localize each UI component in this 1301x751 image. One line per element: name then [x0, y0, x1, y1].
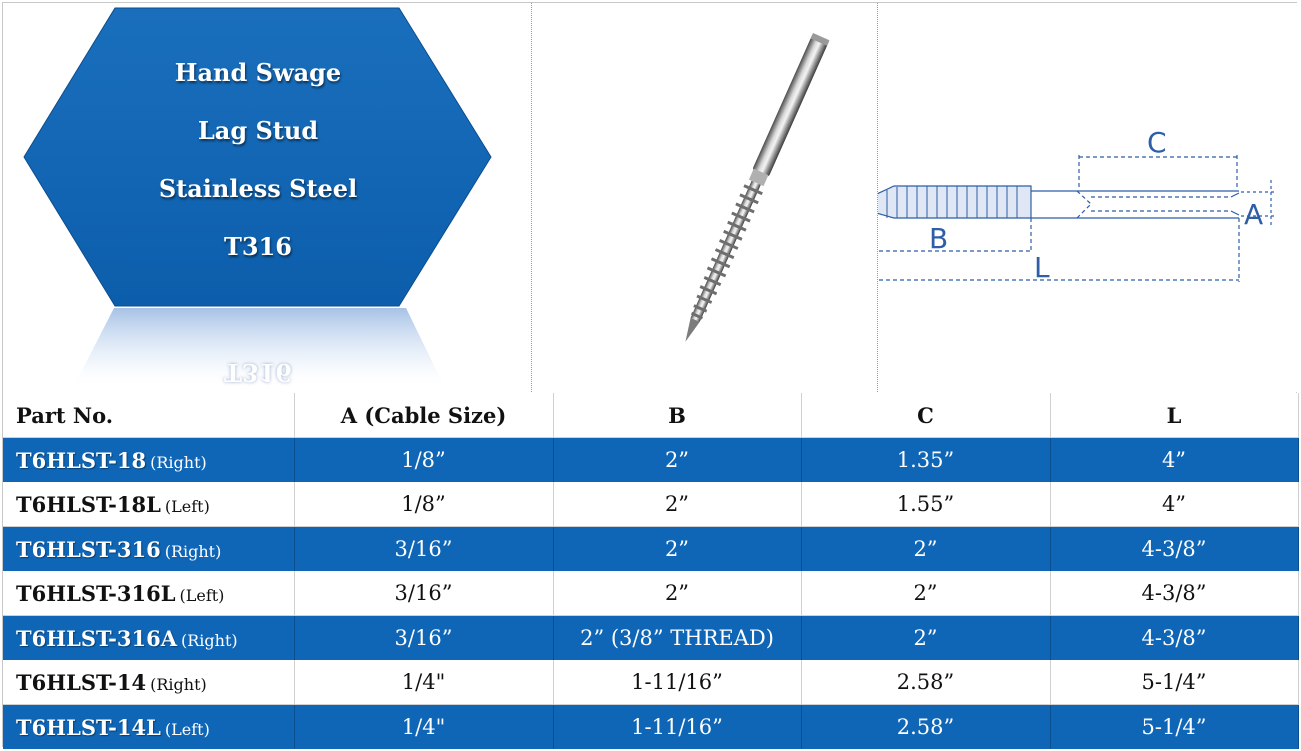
b-cell: 1-11/16” — [553, 660, 801, 705]
b-cell: 1-11/16” — [553, 705, 801, 750]
l-cell: 4-3/8” — [1050, 571, 1298, 616]
hand-direction: (Left) — [164, 496, 210, 516]
cable-size-cell: 1/8” — [294, 482, 553, 527]
l-cell: 4-3/8” — [1050, 527, 1298, 572]
cable-size-cell: 1/4" — [294, 705, 553, 750]
part-number-cell — [3, 482, 294, 527]
title-text — [24, 44, 492, 276]
l-cell: 4” — [1050, 482, 1298, 527]
dimension-label-a: A — [1244, 198, 1264, 231]
part-number: T6HLST-14 — [16, 669, 147, 695]
dimension-label-l: L — [1034, 251, 1050, 284]
title-line: T316 — [224, 232, 292, 261]
dimension-label-b: B — [929, 222, 949, 255]
c-cell: 2.58” — [801, 705, 1050, 750]
l-cell: 5-1/4” — [1050, 660, 1298, 705]
c-cell: 2” — [801, 616, 1050, 661]
hand-direction: (Right) — [164, 541, 222, 561]
cable-size-cell: 3/16” — [294, 571, 553, 616]
part-number-cell — [3, 571, 294, 616]
c-cell: 2” — [801, 571, 1050, 616]
hand-direction: (Right) — [150, 452, 207, 472]
lag-stud-image — [532, 3, 876, 392]
part-number: T6HLST-18 — [16, 447, 147, 473]
l-cell: 5-1/4” — [1050, 705, 1298, 750]
hand-direction: (Right) — [150, 674, 207, 694]
table-row — [3, 616, 1298, 661]
hand-direction: (Right) — [181, 630, 238, 650]
title-line: Lag Stud — [197, 116, 319, 145]
c-cell: 2.58” — [801, 660, 1050, 705]
column-header-b: B — [553, 393, 801, 438]
l-cell: 4-3/8” — [1050, 616, 1298, 661]
title-line: Hand Swage — [174, 58, 342, 87]
table-row — [3, 660, 1298, 705]
part-number-cell — [3, 527, 294, 572]
product-photo — [532, 3, 876, 392]
table-header-row — [3, 393, 1298, 438]
cable-size-cell: 1/4" — [294, 660, 553, 705]
c-cell: 1.35” — [801, 438, 1050, 483]
b-cell: 2” (3/8” THREAD) — [553, 616, 801, 661]
dimension-drawing — [878, 3, 1297, 392]
table-row — [3, 482, 1298, 527]
cable-size-cell: 1/8” — [294, 438, 553, 483]
column-header-a: A (Cable Size) — [294, 393, 553, 438]
lag-stud-diagram — [878, 3, 1297, 392]
part-number-cell — [3, 660, 294, 705]
part-number-cell — [3, 705, 294, 750]
column-header-part-no: Part No. — [3, 393, 294, 438]
hand-direction: (Left) — [179, 585, 225, 605]
cable-size-cell: 3/16” — [294, 527, 553, 572]
hand-direction: (Left) — [164, 719, 210, 739]
title-line: Stainless Steel — [158, 174, 358, 203]
part-number: T6HLST-14L — [16, 714, 161, 740]
c-cell: 2” — [801, 527, 1050, 572]
cable-size-cell: 3/16” — [294, 616, 553, 661]
part-number-cell — [3, 438, 294, 483]
dimension-label-c: C — [1147, 126, 1167, 159]
table-row — [3, 571, 1298, 616]
b-cell: 2” — [553, 571, 801, 616]
part-number: T6HLST-316L — [16, 580, 176, 606]
part-number: T6HLST-18L — [16, 491, 161, 517]
table-row — [3, 527, 1298, 572]
table-row — [3, 438, 1298, 483]
column-header-c: C — [801, 393, 1050, 438]
column-header-l: L — [1050, 393, 1298, 438]
l-cell: 4” — [1050, 438, 1298, 483]
part-number: T6HLST-316 — [16, 536, 161, 562]
title-hexagon-block — [0, 0, 530, 389]
b-cell: 2” — [553, 438, 801, 483]
part-number: T6HLST-316A — [16, 625, 178, 651]
b-cell: 2” — [553, 482, 801, 527]
table-row — [3, 705, 1298, 750]
title-reflection: T316 — [224, 358, 292, 387]
b-cell: 2” — [553, 527, 801, 572]
specification-table — [3, 393, 1299, 749]
c-cell: 1.55” — [801, 482, 1050, 527]
part-number-cell — [3, 616, 294, 661]
